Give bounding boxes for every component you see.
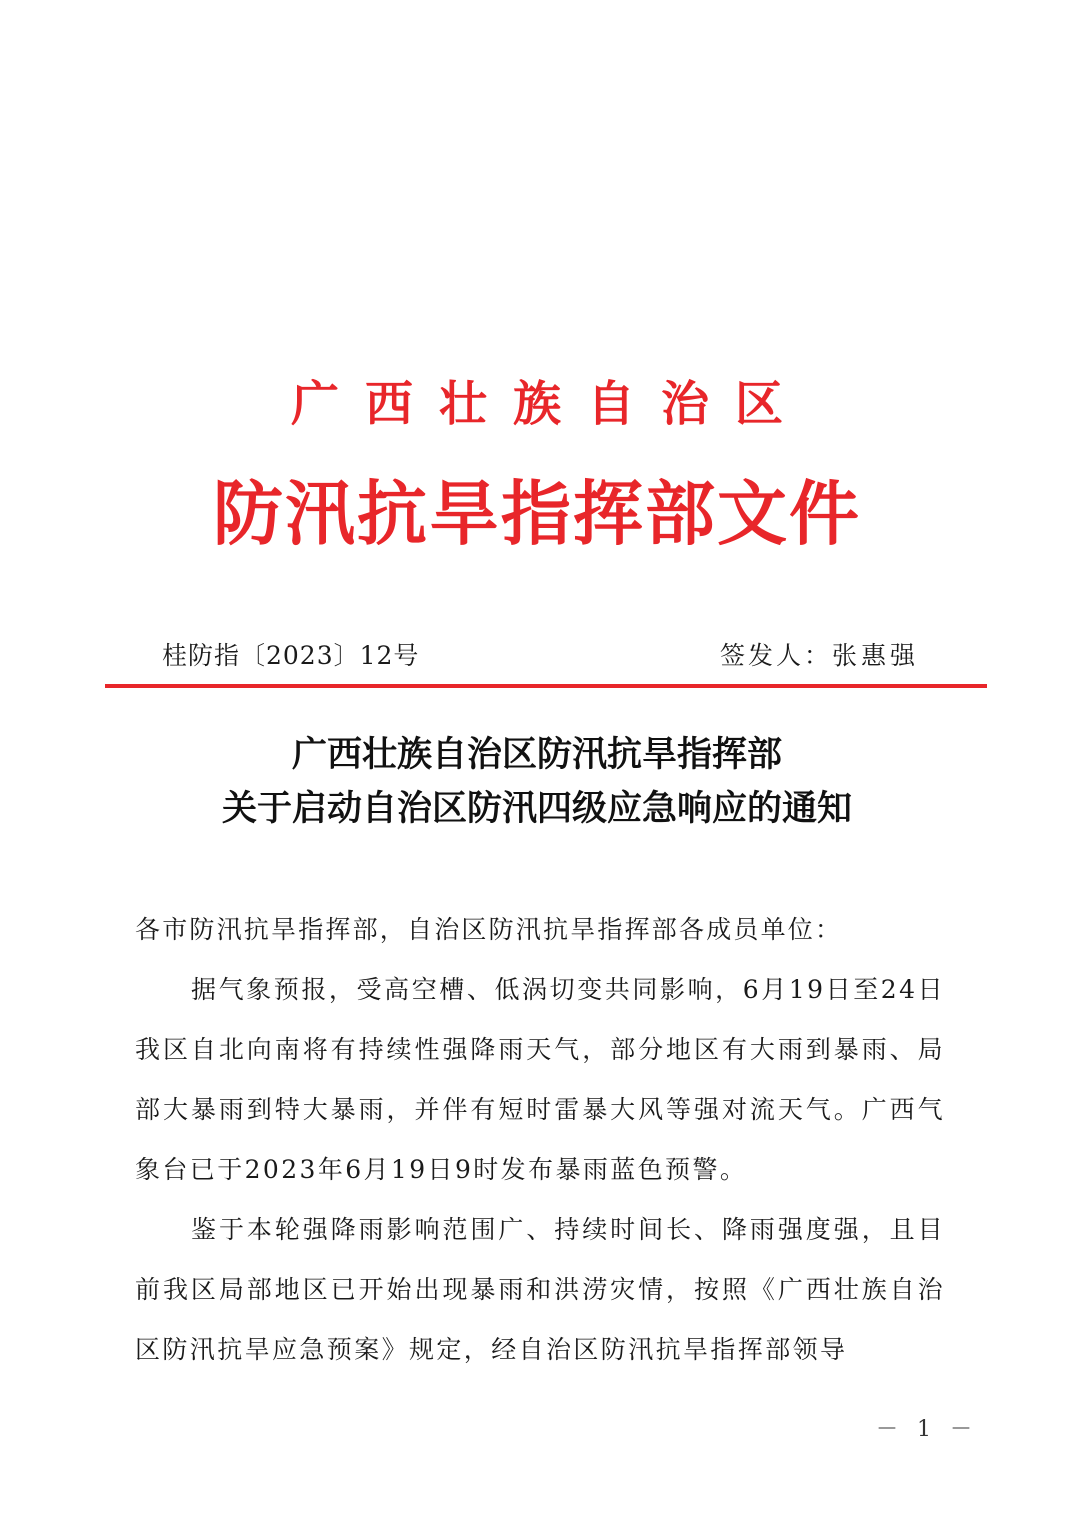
issuer-name: 广西壮族自治区: [290, 376, 809, 432]
page-number: － 1 －: [876, 1417, 978, 1442]
salutation: 各市防汛抗旱指挥部，自治区防汛抗旱指挥部各成员单位：: [135, 915, 843, 944]
signer-name: 张惠强: [832, 641, 920, 670]
body-paragraph-2: 鉴于本轮强降雨影响范围广、持续时间长、降雨强度强，且目前我区局部地区已开始出现暴雨和洪涝灾情，按照《广西壮族自治区防汛抗旱应急预案》规定，经自治区防汛抗旱指挥部领导: [135, 1215, 945, 1364]
document-title: [0, 728, 1074, 836]
signer: [720, 636, 919, 672]
document-number: 桂防指〔2023〕12号: [162, 641, 420, 670]
signer-label: 签发人：: [720, 641, 833, 670]
title-line-2: 关于启动自治区防汛四级应急响应的通知: [221, 788, 852, 829]
document-type-heading: 防汛抗旱指挥部文件: [213, 472, 861, 555]
body-paragraph-1: 据气象预报，受高空槽、低涡切变共同影响，6月19日至24日我区自北向南将有持续性强降雨天气，部分地区有大雨到暴雨、局部大暴雨到特大暴雨，并伴有短时雷暴大风等强对流天气。广西气象台已于2023年6月19日9时发布暴雨蓝色预警。: [135, 975, 945, 1184]
red-divider-line: [105, 684, 987, 688]
document-body: [135, 900, 945, 1380]
title-line-1: 广西壮族自治区防汛抗旱指挥部: [291, 734, 782, 775]
